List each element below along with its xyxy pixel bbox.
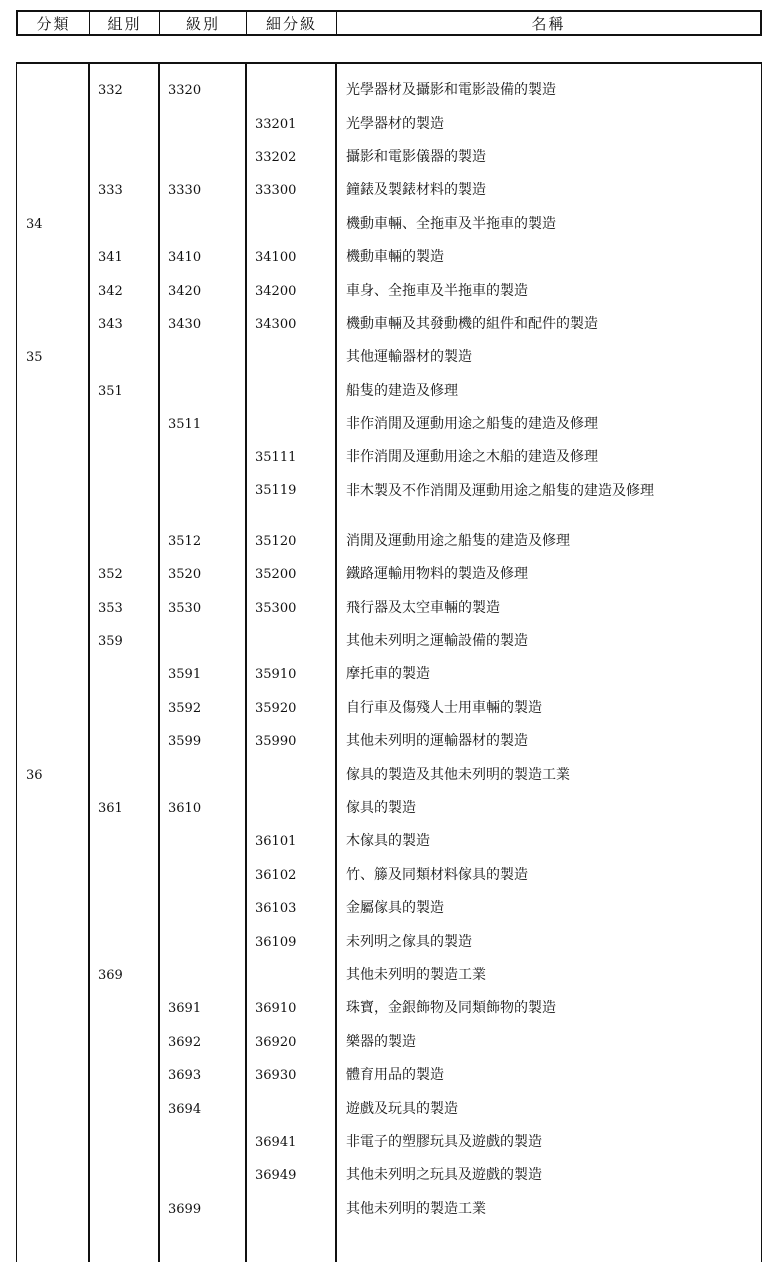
subgroup-code: 33201 [255, 116, 297, 132]
category-name: 非電子的塑膠玩具及遊戲的製造 [346, 1133, 542, 1150]
category-name: 珠寶，金銀飾物及同類飾物的製造 [346, 1000, 556, 1017]
category-name: 自行車及傷殘人士用車輛的製造 [346, 699, 542, 716]
group-code: 3520 [168, 567, 202, 583]
division-code: 333 [98, 183, 123, 199]
group-code: 3410 [168, 250, 202, 266]
category-name: 鐵路運輸用物料的製造及修理 [346, 566, 528, 583]
category-name: 其他未列明之玩具及遊戲的製造 [346, 1167, 542, 1184]
subgroup-code: 36941 [255, 1134, 297, 1150]
subgroup-code: 36109 [255, 934, 297, 950]
category-name: 遊戲及玩具的製造 [346, 1100, 458, 1117]
table-row [17, 1193, 761, 1226]
category-name: 機動車輛、全拖車及半拖車的製造 [346, 215, 556, 232]
table-row [17, 725, 761, 758]
subgroup-code: 36103 [255, 901, 297, 917]
group-code: 3330 [168, 183, 202, 199]
table-row [17, 1026, 761, 1059]
table-row [17, 959, 761, 992]
category-name: 其他未列明之運輸設備的製造 [346, 633, 528, 650]
section-code: 36 [26, 767, 43, 783]
division-code: 369 [98, 967, 123, 983]
subgroup-code: 33202 [255, 149, 297, 165]
category-name: 光學器材及攝影和電影設備的製造 [346, 82, 556, 99]
subgroup-code: 36101 [255, 834, 297, 850]
table-row [17, 525, 761, 558]
table-row [17, 992, 761, 1025]
division-code: 343 [98, 316, 123, 332]
category-name: 非作消閒及運動用途之船隻的建造及修理 [346, 416, 598, 433]
table-row [17, 892, 761, 925]
subgroup-code: 36910 [255, 1001, 297, 1017]
subgroup-code: 35990 [255, 734, 297, 750]
category-name: 木傢具的製造 [346, 833, 430, 850]
table-row [17, 74, 761, 107]
table-row [17, 441, 761, 474]
group-code: 3691 [168, 1001, 202, 1017]
table-row [17, 341, 761, 374]
table-row [17, 475, 761, 525]
category-name: 機動車輛及其發動機的組件和配件的製造 [346, 315, 598, 332]
subgroup-code: 35300 [255, 600, 297, 616]
header-subgroup: 細分級 [247, 12, 337, 34]
table-row [17, 1159, 761, 1192]
table-row [17, 375, 761, 408]
table-row [17, 758, 761, 791]
table-row [17, 925, 761, 958]
category-name: 飛行器及太空車輛的製造 [346, 599, 500, 616]
category-name: 金屬傢具的製造 [346, 900, 444, 917]
table-row [17, 792, 761, 825]
category-name: 傢具的製造 [346, 800, 416, 816]
subgroup-code: 36949 [255, 1168, 297, 1184]
group-code: 3591 [168, 667, 202, 683]
division-code: 359 [98, 634, 123, 650]
group-code: 3511 [168, 417, 202, 433]
subgroup-code: 34300 [255, 316, 297, 332]
section-code: 35 [26, 350, 43, 366]
table-row [17, 1126, 761, 1159]
table-row [17, 241, 761, 274]
group-code: 3693 [168, 1068, 202, 1084]
table-row [17, 658, 761, 691]
subgroup-code: 34100 [255, 250, 297, 266]
division-code: 342 [98, 283, 123, 299]
division-code: 341 [98, 250, 123, 266]
category-name: 消閒及運動用途之船隻的建造及修理 [346, 532, 570, 549]
group-code: 3599 [168, 734, 202, 750]
subgroup-code: 35111 [255, 450, 297, 466]
subgroup-code: 34200 [255, 283, 297, 299]
category-name: 未列明之傢具的製造 [346, 933, 472, 950]
header-name: 名稱 [531, 14, 566, 33]
group-code: 3420 [168, 283, 202, 299]
group-code: 3694 [168, 1101, 202, 1117]
division-code: 352 [98, 567, 123, 583]
table-row [17, 692, 761, 725]
table-row [17, 308, 761, 341]
division-code: 332 [98, 83, 123, 99]
table-row [17, 107, 761, 140]
group-code: 3592 [168, 700, 202, 716]
subgroup-code: 35200 [255, 567, 297, 583]
category-name: 竹、籐及同類材料傢具的製造 [346, 866, 528, 883]
category-name: 鐘錶及製錶材料的製造 [346, 182, 486, 199]
table-row [17, 1059, 761, 1092]
category-name: 摩托車的製造 [346, 666, 430, 683]
table-row [17, 625, 761, 658]
subgroup-code: 36930 [255, 1068, 297, 1084]
group-code: 3512 [168, 533, 202, 549]
subgroup-code: 33300 [255, 183, 297, 199]
table-row [17, 859, 761, 892]
table-row [17, 141, 761, 174]
category-name: 樂器的製造 [346, 1033, 416, 1050]
header-section: 分類 [18, 12, 90, 34]
group-code: 3430 [168, 316, 202, 332]
category-name: 車身、全拖車及半拖車的製造 [346, 282, 528, 299]
group-code: 3699 [168, 1201, 202, 1217]
category-name: 非木製及不作消閒及運動用途之船隻的建造及修理 [346, 482, 654, 499]
subgroup-code: 35119 [255, 482, 297, 498]
division-code: 353 [98, 600, 123, 616]
table-row [17, 208, 761, 241]
category-name: 其他未列明的製造工業 [346, 1200, 486, 1217]
category-name: 體育用品的製造 [346, 1067, 444, 1084]
subgroup-code: 35120 [255, 533, 297, 549]
subgroup-code: 35910 [255, 667, 297, 683]
group-code: 3610 [168, 801, 202, 816]
group-code: 3530 [168, 600, 202, 616]
classification-table [16, 62, 762, 1262]
category-name: 船隻的建造及修理 [346, 382, 458, 399]
category-name: 光學器材的製造 [346, 115, 444, 132]
table-row [17, 825, 761, 858]
category-name: 其他未列明的運輸器材的製造 [346, 733, 528, 750]
subgroup-code: 35920 [255, 700, 297, 716]
category-name: 機動車輛的製造 [346, 249, 444, 266]
section-code: 34 [26, 216, 43, 232]
table-row [17, 1092, 761, 1125]
header-group: 級別 [160, 12, 247, 34]
subgroup-code: 36920 [255, 1034, 297, 1050]
division-code: 351 [98, 383, 123, 399]
table-row [17, 274, 761, 307]
group-code: 3692 [168, 1034, 202, 1050]
table-body [17, 74, 761, 1226]
subgroup-code: 36102 [255, 867, 297, 883]
table-row [17, 558, 761, 591]
header-division: 組別 [90, 12, 160, 34]
category-name: 非作消閒及運動用途之木船的建造及修理 [346, 449, 598, 466]
table-row [17, 174, 761, 207]
division-code: 361 [98, 801, 123, 816]
group-code: 3320 [168, 83, 202, 99]
table-row [17, 408, 761, 441]
category-name: 攝影和電影儀器的製造 [346, 148, 486, 165]
category-name: 傢具的製造及其他未列明的製造工業 [346, 766, 570, 783]
table-header [16, 10, 762, 36]
category-name: 其他運輸器材的製造 [346, 349, 472, 366]
table-row [17, 591, 761, 624]
category-name: 其他未列明的製造工業 [346, 966, 486, 983]
